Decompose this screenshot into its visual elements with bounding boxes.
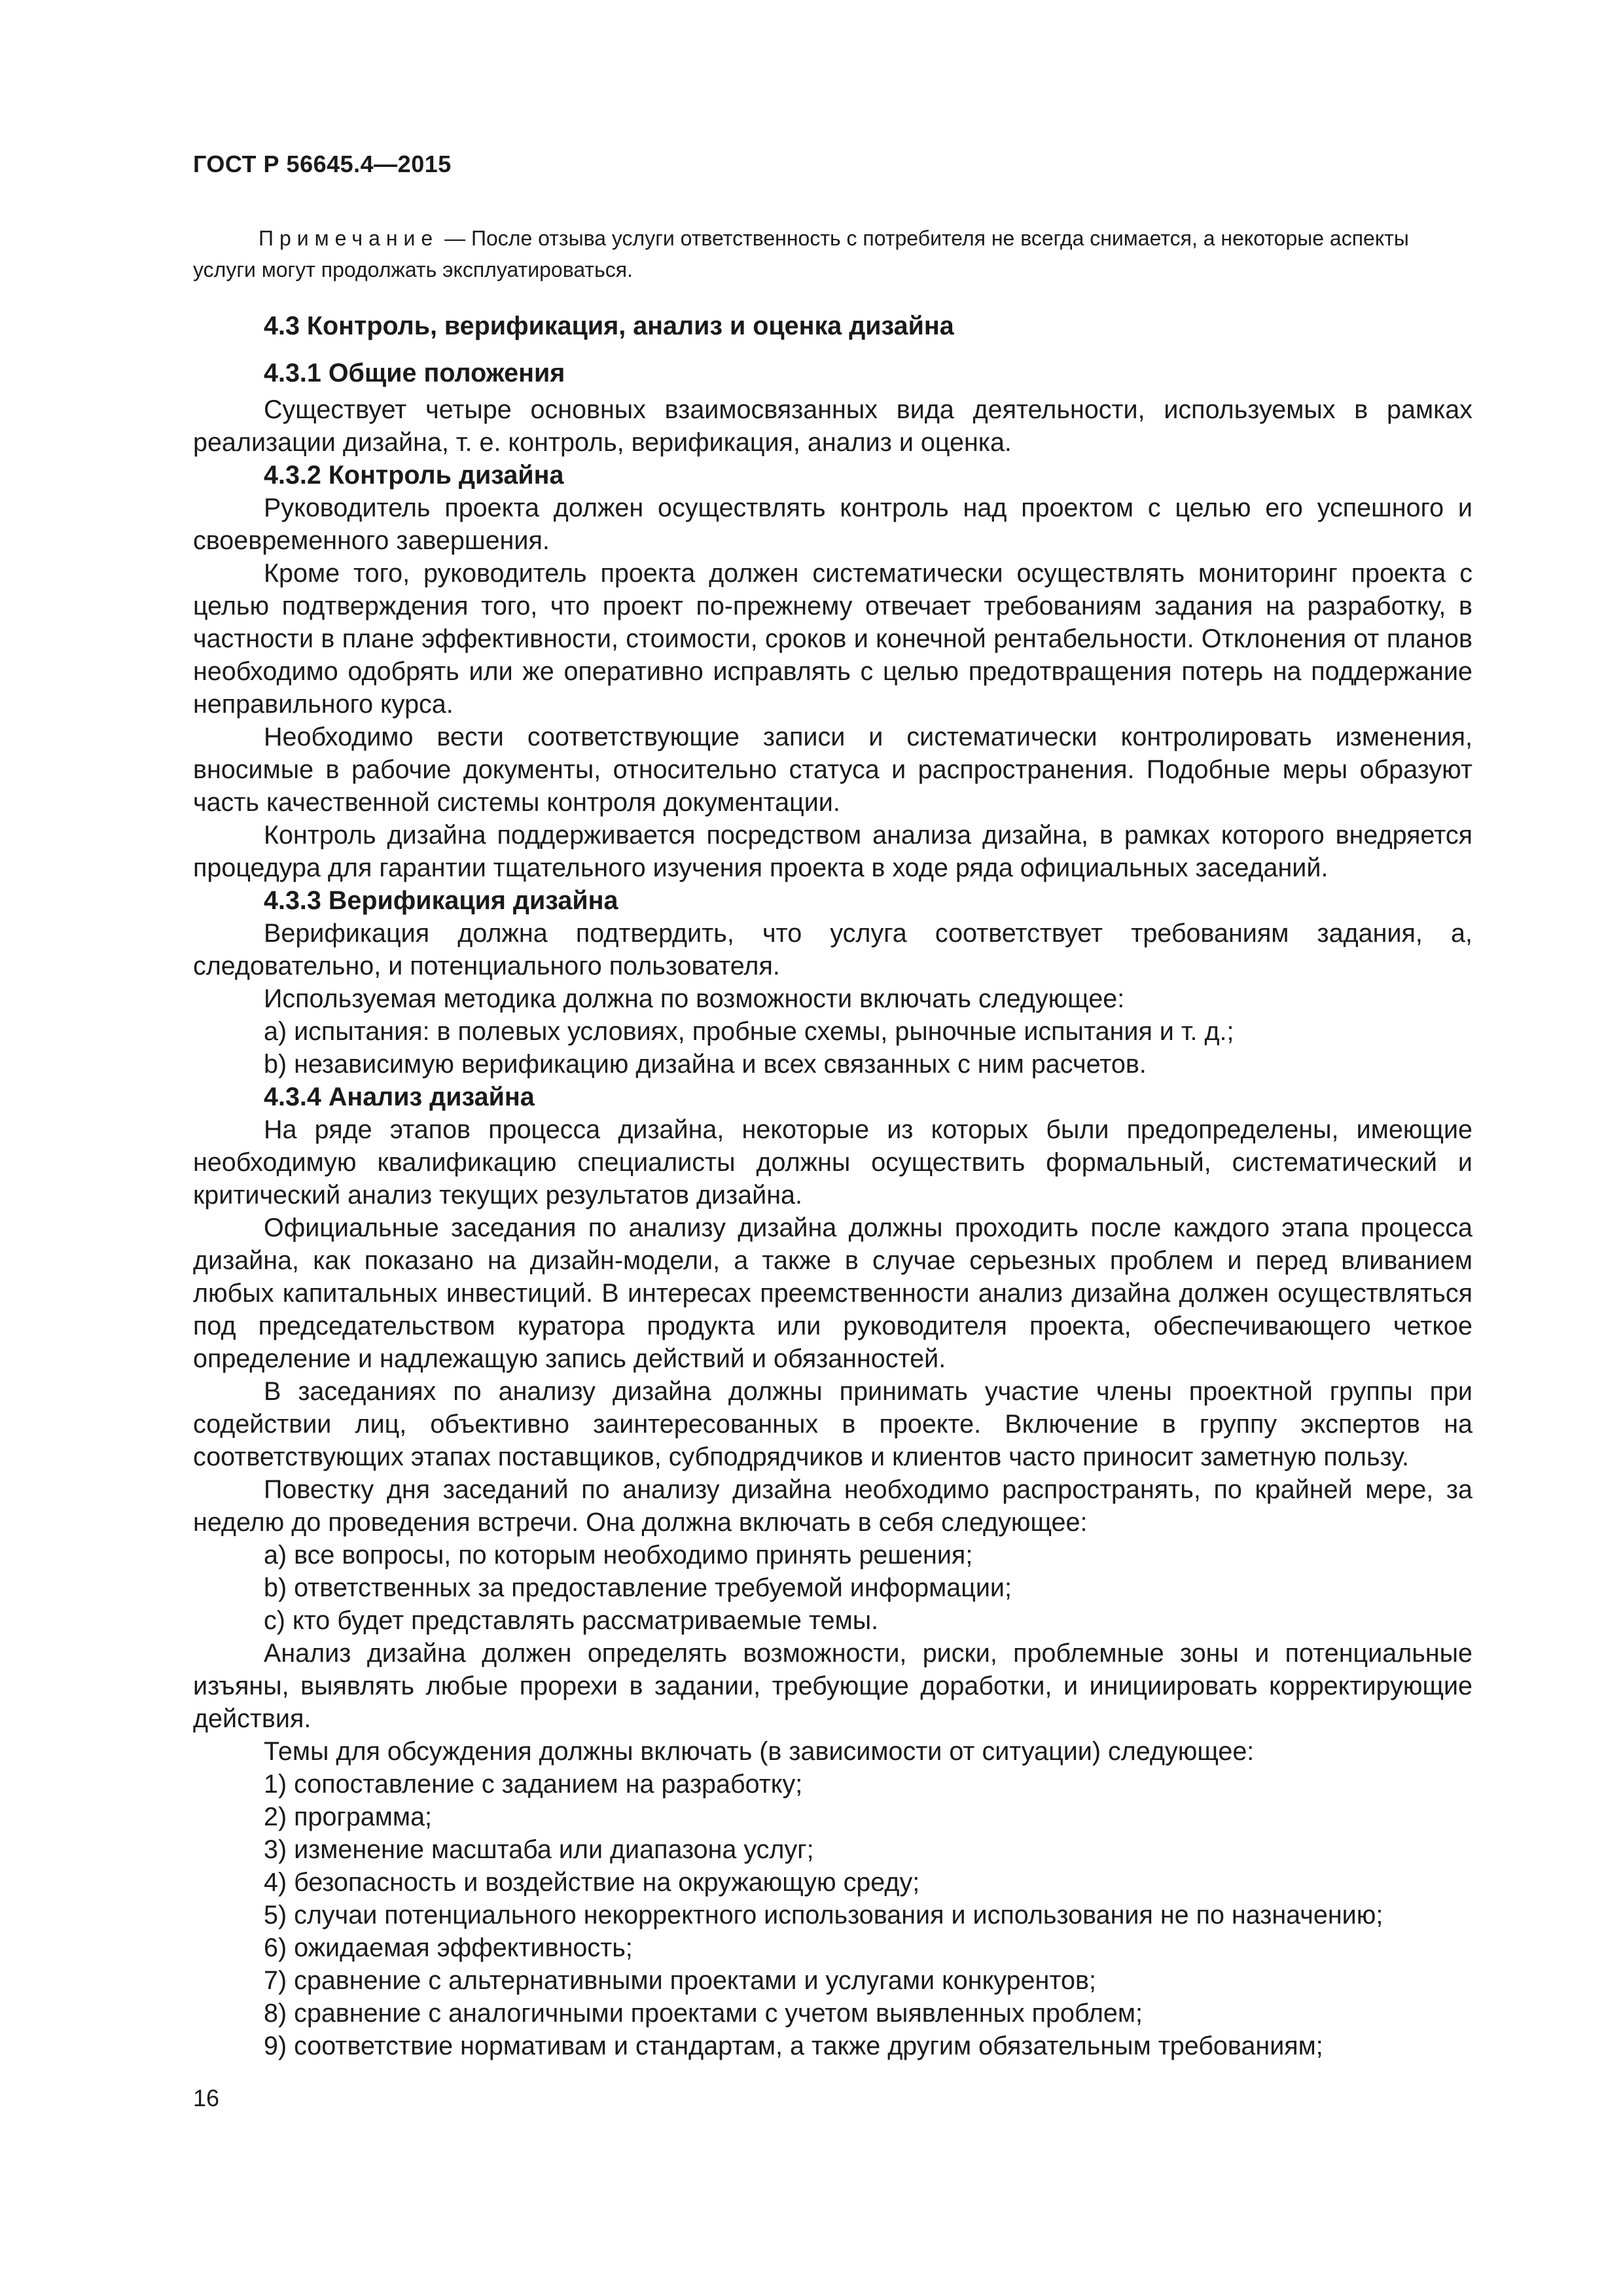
note-text: — После отзыва услуги ответственность с потребителя не всегда снимается, а некоторые аспекты услуги могут продолжать эксплуатироваться.	[193, 226, 1409, 281]
section-4-3-3-title: 4.3.3 Верификация дизайна	[264, 886, 618, 915]
topic-item: 4) безопасность и воздействие на окружающую среду;	[264, 1868, 920, 1897]
topic-item: 8) сравнение с аналогичными проектами с учетом выявленных проблем;	[264, 1999, 1143, 2028]
topic-item: 6) ожидаемая эффективность;	[264, 1933, 633, 1962]
list-item: b) ответственных за предоставление требуемой информации;	[264, 1573, 1012, 1602]
paragraph: В заседаниях по анализу дизайна должны принимать участие члены проектной группы при содействии лиц, объективно заинтересованных в проекте. Включение в группу экспертов на соответствующих этапах поставщиков, субподрядчиков и клиентов часто приносит заметную пользу.	[193, 1377, 1472, 1471]
note-block	[193, 223, 1472, 285]
paragraph: Верификация должна подтвердить, что услуга соответствует требованиям задания, а, следовательно, и потенциального пользователя.	[193, 919, 1472, 980]
topic-item: 7) сравнение с альтернативными проектами и услугами конкурентов;	[264, 1966, 1096, 1995]
section-4-3-title: 4.3 Контроль, верификация, анализ и оценка дизайна	[264, 312, 954, 340]
note-label: Примечание	[259, 226, 439, 250]
paragraph: Контроль дизайна поддерживается посредством анализа дизайна, в рамках которого внедряется процедура для гарантии тщательного изучения проекта в ходе ряда официальных заседаний.	[193, 821, 1472, 882]
paragraph: Анализ дизайна должен определять возможности, риски, проблемные зоны и потенциальные изъяны, выявлять любые прорехи в задании, требующие доработки, и инициировать корректирующие действия.	[193, 1639, 1472, 1733]
paragraph: На ряде этапов процесса дизайна, некоторые из которых были предопределены, имеющие необходимую квалификацию специалисты должны осуществить формальный, систематический и критический анализ текущих результатов дизайна.	[193, 1115, 1472, 1210]
paragraph: Руководитель проекта должен осуществлять контроль над проектом с целью его успешного и своевременного завершения.	[193, 493, 1472, 555]
document-header: ГОСТ Р 56645.4—2015	[193, 151, 452, 177]
body-content	[193, 304, 1472, 2062]
paragraph: Используемая методика должна по возможности включать следующее:	[264, 984, 1125, 1013]
list-item: a) все вопросы, по которым необходимо принять решения;	[264, 1541, 973, 1570]
topic-item: 2) программа;	[264, 1803, 433, 1831]
section-4-3-4-title: 4.3.4 Анализ дизайна	[264, 1083, 535, 1111]
topic-item: 5) случаи потенциального некорректного использования и использования не по назначению;	[264, 1901, 1383, 1929]
topic-item: 1) сопоставление с заданием на разработку;	[264, 1770, 803, 1799]
paragraph: Кроме того, руководитель проекта должен систематически осуществлять мониторинг проекта с целью подтверждения того, что проект по-прежнему отвечает требованиям задания на разработку, в частности в плане эффективности, стоимости, сроков и конечной рентабельности. Отклонения от планов необходимо одобрять или же оперативно исправлять с целью предотвращения потерь на поддержание неправильного курса.	[193, 559, 1472, 719]
paragraph: Повестку дня заседаний по анализу дизайна необходимо распространять, по крайней мере, за неделю до проведения встречи. Она должна включать в себя следующее:	[193, 1475, 1472, 1537]
list-item: a) испытания: в полевых условиях, пробные схемы, рыночные испытания и т. д.;	[264, 1017, 1234, 1046]
list-item: b) независимую верификацию дизайна и всех связанных с ним расчетов.	[264, 1050, 1147, 1079]
topic-item: 3) изменение масштаба или диапазона услуг;	[264, 1835, 814, 1864]
list-item: c) кто будет представлять рассматриваемые темы.	[264, 1606, 879, 1635]
paragraph: Темы для обсуждения должны включать (в зависимости от ситуации) следующее:	[264, 1737, 1255, 1766]
page-number: 16	[193, 2085, 220, 2111]
section-4-3-2-title: 4.3.2 Контроль дизайна	[264, 461, 564, 490]
paragraph: Официальные заседания по анализу дизайна должны проходить после каждого этапа процесса дизайна, как показано на дизайн-модели, а также в случае серьезных проблем и перед вливанием любых капитальных инвестиций. В интересах преемственности анализ дизайна должен осуществляться под председательством куратора продукта или руководителя проекта, обеспечивающего четкое определение и надлежащую запись действий и обязанностей.	[193, 1213, 1472, 1373]
topic-item: 9) соответствие нормативам и стандартам, а также другим обязательным требованиям;	[264, 2032, 1323, 2060]
paragraph: Существует четыре основных взаимосвязанных вида деятельности, используемых в рамках реализации дизайна, т. е. контроль, верификация, анализ и оценка.	[193, 395, 1472, 457]
paragraph: Необходимо вести соответствующие записи и систематически контролировать изменения, вносимые в рабочие документы, относительно статуса и распространения. Подобные меры образуют часть качественной системы контроля документации.	[193, 723, 1472, 817]
section-4-3-1-title: 4.3.1 Общие положения	[264, 359, 565, 387]
